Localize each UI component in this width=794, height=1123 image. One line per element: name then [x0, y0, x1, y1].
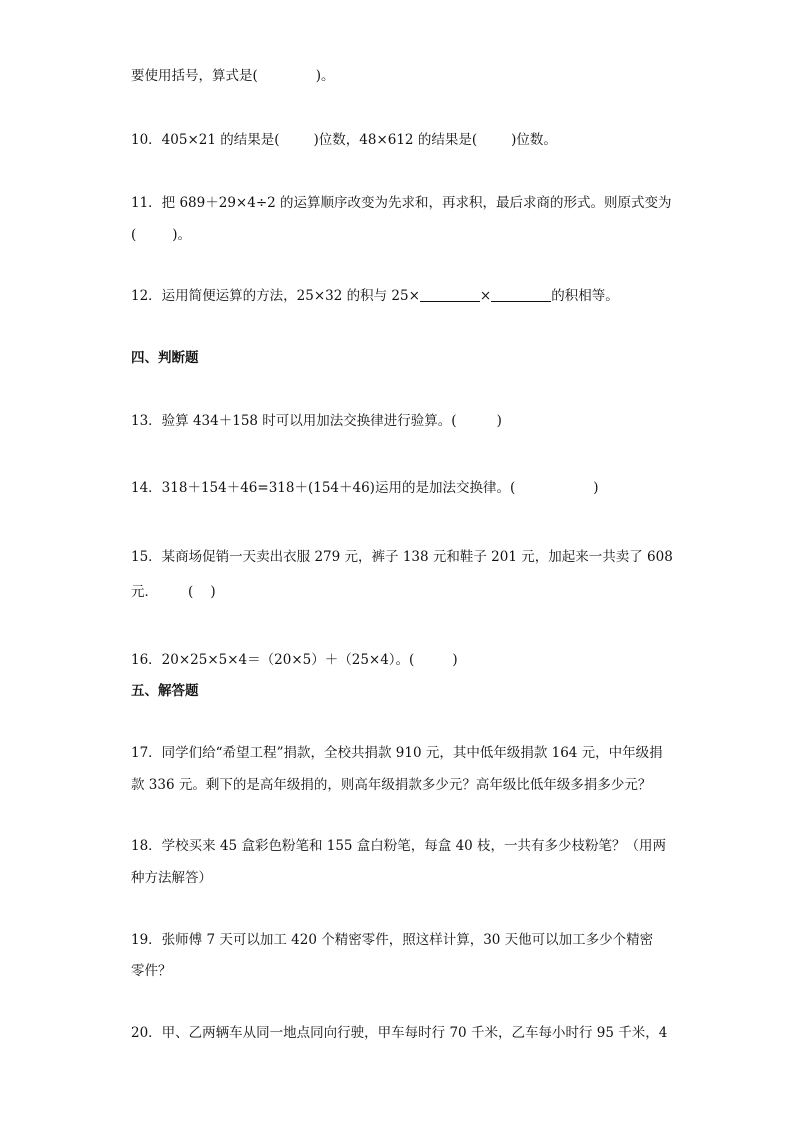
q11-open: (	[131, 227, 137, 243]
q10-text-a: 10．405×21 的结果是(	[131, 132, 280, 148]
question-12	[131, 287, 619, 305]
answer-blank[interactable]	[420, 288, 480, 302]
q16-close: )	[452, 652, 458, 668]
q14-close: )	[593, 480, 599, 496]
question-17-line2: 款 336 元。剩下的是高年级捐的，则高年级捐款多少元？高年级比低年级多捐多少元？	[131, 777, 652, 793]
q9-close: )。	[315, 68, 335, 84]
q12-text-b: 的积相等。	[551, 288, 619, 304]
answer-blank[interactable]	[491, 288, 551, 302]
question-18-line1: 18．学校买来 45 盒彩色粉笔和 155 盒白粉笔，每盒 40 枝，一共有多少枝粉笔？（用两	[131, 838, 667, 854]
q9-continuation	[131, 67, 335, 85]
question-17-line1: 17．同学们给“希望工程”捐款，全校共捐款 910 元，其中低年级捐款 164 元，中年级捐	[131, 745, 663, 761]
question-15-line2	[131, 583, 216, 601]
question-11-line1: 11．把 689＋29×4÷2 的运算顺序改变为先求和，再求积，最后求商的形式。则原式变为	[131, 195, 672, 211]
question-11-line2	[131, 226, 191, 244]
q12-mid: ×	[479, 288, 492, 304]
question-19-line1: 19．张师傅 7 天可以加工 420 个精密零件，照这样计算，30 天他可以加工多少个精密	[131, 932, 654, 948]
question-16	[131, 651, 458, 669]
q9-text: 要使用括号，算式是(	[131, 68, 258, 84]
q11-close: )。	[172, 227, 192, 243]
q13-close: )	[496, 413, 502, 429]
q14-text: 14．318＋154＋46=318＋(154＋46)运用的是加法交换律。(	[131, 480, 516, 496]
question-14	[131, 479, 599, 497]
question-15-line1: 15．某商场促销一天卖出衣服 279 元，裤子 138 元和鞋子 201 元，加起来一共卖了 608	[131, 549, 673, 565]
question-13	[131, 412, 502, 430]
q16-text: 16．20×25×5×4＝（20×5）＋（25×4）。(	[131, 652, 415, 668]
question-18-line2: 种方法解答）	[131, 870, 212, 886]
section-heading-answer: 五、解答题	[131, 683, 199, 699]
q10-text-c: )位数。	[511, 132, 557, 148]
section-heading-judgement: 四、判断题	[131, 350, 199, 366]
question-10	[131, 131, 557, 149]
question-19-line2: 零件？	[131, 963, 172, 979]
answer-paren[interactable]: ( )	[188, 584, 216, 600]
q13-text: 13．验算 434＋158 时可以用加法交换律进行验算。(	[131, 413, 457, 429]
q15-text: 元．	[131, 584, 158, 600]
q12-text-a: 12．运用简便运算的方法，25×32 的积与 25×	[131, 288, 420, 304]
q10-text-b: )位数，48×612 的结果是(	[313, 132, 478, 148]
question-20-line1: 20．甲、乙两辆车从同一地点同向行驶，甲车每时行 70 千米，乙车每小时行 95 千米，4	[131, 1025, 668, 1041]
